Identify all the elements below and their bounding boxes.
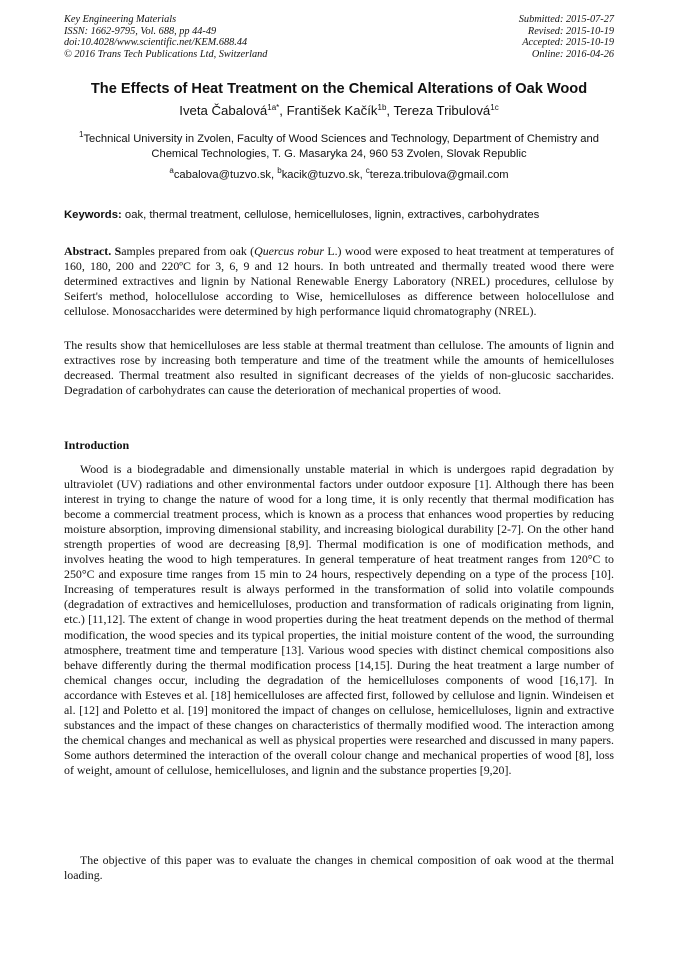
author-list: Iveta Čabalová$^{1a*}$, František Kačík$^{1b}$, Tereza Tribulová$^{1c}$ xyxy=(179,103,499,118)
journal-name: Key Engineering Materials xyxy=(64,14,177,25)
author-superscript: 1b xyxy=(377,103,387,112)
species-name: Quercus robur xyxy=(254,244,324,258)
author-name: Tereza Tribulová xyxy=(393,103,491,118)
abstract-text-start: amples prepared from oak ( xyxy=(121,244,255,258)
copyright-notice: © 2016 Trans Tech Publications Ltd, Switzerland xyxy=(64,48,268,60)
email-superscript: c xyxy=(365,166,370,175)
email-address: tereza.tribulova@gmail.com xyxy=(369,169,509,181)
author-name: František Kačík xyxy=(286,103,378,118)
email-address: kacik@tuzvo.sk xyxy=(281,169,360,181)
online-date: Online: 2016-04-26 xyxy=(531,48,614,60)
introduction-heading: Introduction xyxy=(64,438,130,452)
email-address: cabalova@tuzvo.sk xyxy=(173,169,272,181)
email-superscript: a xyxy=(169,166,174,175)
email-list: $^a$cabalova@tuzvo.sk, $^b$kacik@tuzvo.sk, $^c$tereza.tribulova@gmail.com xyxy=(169,166,509,181)
email-superscript: b xyxy=(277,166,282,175)
paper-title: The Effects of Heat Treatment on the Chemical Alterations of Oak Wood xyxy=(90,81,588,97)
abstract-text-rest: L.) wood were exposed to heat treatment at temperatures of 160, 180, 200 and 220ºC for 3, 6, 9 and 12 hours. In both untreated and thermally treated wood there were determined extractives and lignin by National Renewable Energy Laboratory (NREL) procedures, cellulose by Seifert's method, holocellulose according to Wise, hemicelluloses as difference between holocellulose and cellulose. Monosaccharides were determined by high performance liquid chromatography (NREL). xyxy=(64,244,614,319)
accepted-date: Accepted: 2015-10-19 xyxy=(522,37,614,49)
author-superscript: 1a* xyxy=(267,103,280,112)
abstract-first-letter: S xyxy=(114,244,122,258)
keywords-text: oak, thermal treatment, cellulose, hemicelluloses, lignin, extractives, carbohydrates xyxy=(124,209,540,221)
abstract-paragraph-2: The results show that hemicelluloses are less stable at thermal treatment than cellulose. The amounts of lignin and extractives rose by increasing both temperature and time of the treatment while the amounts of hemicelluloses decreased. Thermal treatment also resulted in significant decreases of the yields of non-glucosic saccharides. Degradation of carbohydrates can cause the deterioration of mechanical properties of wood. xyxy=(64,338,614,398)
introduction-paragraph-1: Wood is a biodegradable and dimensionally unstable material in which is undergoes rapid degradation by ultraviolet (UV) radiations and other environmental factors under outdoor exposure [1]. Although there has been interest in trying to change the nature of wood for a long time, it is only recently that thermal modification has become a commercial treatment process, which is known as a process that enhances wood properties by reducing moisture absorption, improving dimensional stability, and increasing biological durability [2-7]. On the other hand strength properties of wood are decreasing [8,9]. Thermal modification is one of modification methods, and involves heating the wood to high temperatures. In general temperature of heat treatment ranges from 120°C to 250°C and exposure time ranges from 15 min to 24 hours, respectively depending on a type of the process [10]. Increasing of temperatures result is always performed in the transformation of solid into volatile compounds (degradation of extractives and hemicelluloses, production and transformation of radicals originating from lignin, etc.) [11,12]. The extent of change in wood properties during the heat treatment depends on the method of thermal modification, the wood species and its typical properties, the initial moisture content of the wood, the surrounding atmosphere, treatment time and temperature [13]. Various wood species with distinct chemical compositions also behave differently during the thermal modification process [14,15]. During the heat treatment a large number of chemical changes occur, including the degradation of the hemicelluloses components of wood [16,17]. In accordance with Esteves et al. [18] hemicelluloses are affected first, followed by cellulose and lignin. Windeisen et al. [12] and Poletto et al. [19] monitored the impact of changes on cellulose, hemicelluloses, lignin and extractive substances and the impact of these changes on characteristics of thermally modified wood. The interaction among the chemical changes and mechanical as well as physical properties were researched and discussed in many papers. Some authors determined the interaction of the overall colour change and mechanical properties of wood [8], loss of weight, amount of cellulose, hemicelluloses, and lignin and the substance properties [9,20]. xyxy=(64,462,614,777)
affiliation-superscript: 1 xyxy=(79,130,84,139)
journal-issn: ISSN: 1662-9795, Vol. 688, pp 44-49 xyxy=(64,25,217,37)
abstract-paragraph-1 xyxy=(64,244,614,319)
introduction-paragraph-2: The objective of this paper was to evaluate the changes in chemical composition of oak wood at the thermal loading. xyxy=(64,853,614,883)
submitted-date: Submitted: 2015-07-27 xyxy=(518,14,614,25)
author-name: Iveta Čabalová xyxy=(179,103,268,118)
journal-doi: doi:10.4028/www.scientific.net/KEM.688.44 xyxy=(64,37,248,49)
journal-header-right xyxy=(519,14,614,60)
affiliation xyxy=(60,132,618,161)
keywords-label: Keywords: xyxy=(64,209,122,221)
author-superscript: 1c xyxy=(490,103,499,112)
journal-header-left xyxy=(64,14,267,60)
keywords xyxy=(64,209,624,221)
affiliation-text: Technical University in Zvolen, Faculty of Wood Sciences and Technology, Department of Chemistry and Chemical Technologies, T. G. Masaryka 24, 960 53 Zvolen, Slovak Republic xyxy=(83,133,599,160)
abstract-label: Abstract. xyxy=(64,244,112,258)
revised-date: Revised: 2015-10-19 xyxy=(527,25,614,37)
